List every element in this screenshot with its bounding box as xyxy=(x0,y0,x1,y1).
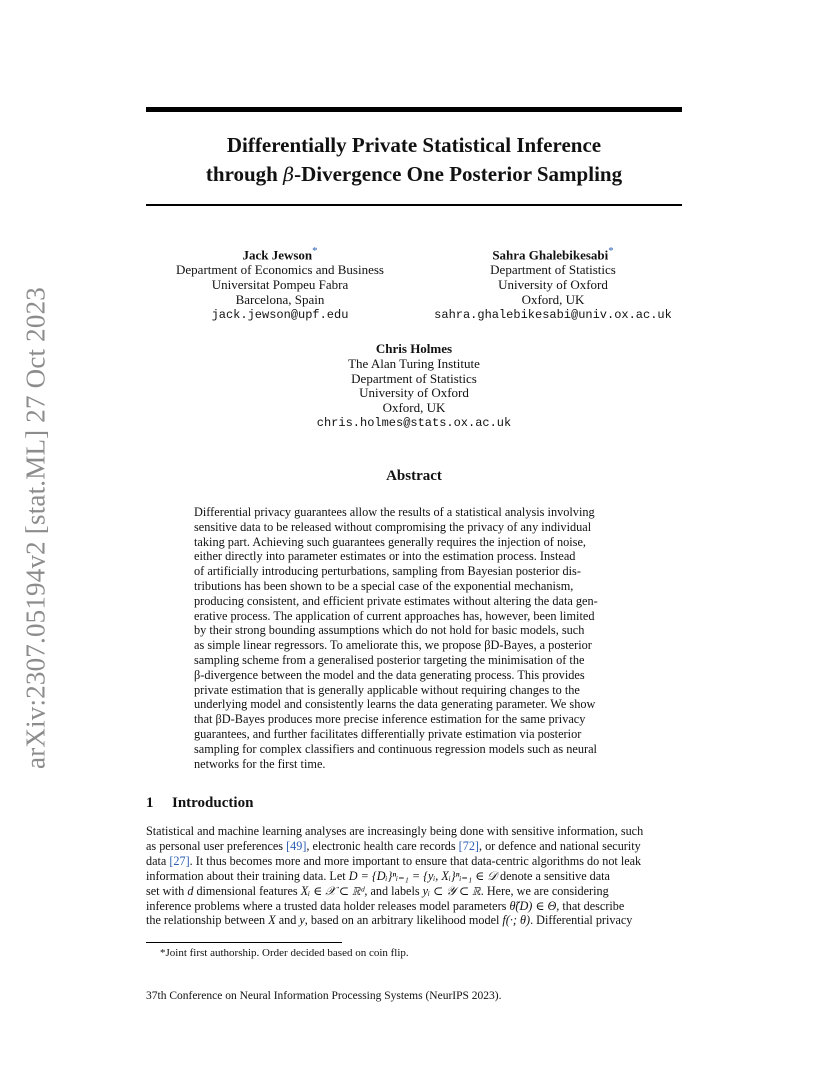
intro-text: , electronic health care records xyxy=(306,838,459,853)
intro-line: Statistical and machine learning analyses are increasingly being done with sensitive information, such xyxy=(146,824,644,838)
intro-line xyxy=(146,854,684,869)
intro-text: information about their training data. Let xyxy=(146,868,349,883)
title-top-rule xyxy=(146,107,682,112)
abstract-line: private estimation that is generally applicable without requiring changes to the xyxy=(194,682,580,697)
citation-link[interactable]: [49] xyxy=(286,838,307,853)
abstract-line: sensitive data to be released without compromising the privacy of any individual xyxy=(194,519,592,534)
author-name xyxy=(150,244,410,263)
author-affiliation: Universitat Pompeu Fabra xyxy=(211,276,349,292)
intro-text: the relationship between xyxy=(146,913,269,928)
intro-text: . It thus becomes more and more important to ensure that data-centric algorithms do not leak xyxy=(189,853,642,868)
abstract-line: either directly into parameter estimates or into the estimation process. Instead xyxy=(194,549,576,564)
intro-line xyxy=(146,899,684,914)
abstract-line: by their strong bounding assumptions which do not hold for basic models, such xyxy=(194,623,585,638)
intro-text: denote a sensitive data xyxy=(496,868,610,883)
abstract-line: sampling for complex classifiers and continuous regression models such as neural xyxy=(194,741,597,756)
intro-text: inference problems where a trusted data holder releases model parameters xyxy=(146,898,510,913)
author-block-ghalebikesabi xyxy=(400,244,706,322)
author-affiliation: Department of Statistics xyxy=(351,370,477,386)
intro-text: and xyxy=(275,913,300,928)
abstract-line: as simple linear regressors. To ameliorate this, we propose βD-Bayes, a posterior xyxy=(194,638,592,653)
author-affiliation: Department of Statistics xyxy=(490,262,616,278)
abstract-line: of artificially introducing perturbations, sampling from Bayesian posterior dis- xyxy=(194,564,581,579)
author-affiliation: University of Oxford xyxy=(498,276,608,292)
math-expression: X xyxy=(268,913,276,928)
intro-text: , or defence and national security xyxy=(478,838,641,853)
footnote-rule xyxy=(146,942,342,943)
author-email[interactable]: jack.jewson@upf.edu xyxy=(211,307,349,322)
title-line-1: Differentially Private Statistical Inference xyxy=(226,133,602,157)
title-line-2-prefix: through xyxy=(205,162,284,186)
arxiv-identifier-text: arXiv:2307.05194v2 [stat.ML] 27 Oct 2023 xyxy=(20,287,51,769)
author-block-holmes xyxy=(264,342,564,431)
footnote: *Joint first authorship. Order decided based on coin flip. xyxy=(160,947,409,959)
math-expression: Xᵢ ∈ 𝒳 ⊂ ℝᵈ xyxy=(300,883,365,898)
author-affiliation: Department of Economics and Business xyxy=(176,262,384,278)
intro-text: , that describe xyxy=(556,898,625,913)
title-line-2-suffix: -Divergence One Posterior Sampling xyxy=(294,162,623,186)
title-bottom-rule xyxy=(146,204,682,206)
author-affiliation: University of Oxford xyxy=(359,385,469,401)
title-line-2 xyxy=(146,160,682,190)
math-expression: d xyxy=(187,883,194,898)
abstract-line: sampling scheme from a generalised posterior targeting the minimisation of the xyxy=(194,652,585,667)
author-email[interactable]: chris.holmes@stats.ox.ac.uk xyxy=(316,415,512,430)
abstract-heading: Abstract xyxy=(386,468,442,484)
abstract-line: Differential privacy guarantees allow the results of a statistical analysis involving xyxy=(194,505,595,519)
abstract-body xyxy=(194,505,634,771)
abstract-line: underlying model and consistently learns the data generating parameter. We show xyxy=(194,697,596,712)
author-name xyxy=(400,244,706,263)
math-expression: y xyxy=(299,913,305,928)
math-expression: θ̃(D) ∈ Θ xyxy=(509,898,557,913)
math-expression: f(·; θ) xyxy=(502,913,531,928)
author-block-jewson xyxy=(150,244,410,322)
abstract-line: β-divergence between the model and the data generating process. This provides xyxy=(194,667,585,682)
abstract-line: guarantees, and further facilitates differentially private estimation via posterior xyxy=(194,726,582,741)
intro-line xyxy=(146,839,684,854)
author-footnote-mark[interactable]: * xyxy=(608,245,614,257)
intro-text: , and labels xyxy=(364,883,423,898)
section-heading-introduction xyxy=(146,795,253,812)
abstract-line: networks for the first time. xyxy=(194,756,326,771)
citation-link[interactable]: [27] xyxy=(169,853,190,868)
author-affiliation: Oxford, UK xyxy=(382,400,446,416)
conference-note: 37th Conference on Neural Information Processing Systems (NeurIPS 2023). xyxy=(146,990,502,1002)
author-name-text: Jack Jewson xyxy=(242,247,313,263)
title-beta-symbol: β xyxy=(283,164,295,186)
intro-text: . Differential privacy xyxy=(530,913,633,928)
intro-text: set with xyxy=(146,883,188,898)
intro-line xyxy=(146,913,684,928)
intro-text: , based on an arbitrary likelihood model xyxy=(304,913,503,928)
author-affiliation: The Alan Turing Institute xyxy=(348,355,480,371)
abstract-line: that βD-Bayes produces more precise inference estimation for the same privacy xyxy=(194,712,586,727)
author-affiliation: Oxford, UK xyxy=(521,291,585,307)
author-email[interactable]: sahra.ghalebikesabi@univ.ox.ac.uk xyxy=(434,307,672,322)
author-name-text: Sahra Ghalebikesabi xyxy=(492,247,609,263)
intro-text: . Here, we are considering xyxy=(480,883,609,898)
abstract-line: erative process. The application of current approaches has, however, been limited xyxy=(194,608,595,623)
intro-text: data xyxy=(146,853,170,868)
citation-link[interactable]: [72] xyxy=(458,838,479,853)
introduction-paragraph xyxy=(146,824,684,928)
author-footnote-mark[interactable]: * xyxy=(312,245,318,257)
math-expression: D = {Dᵢ}ⁿᵢ₌₁ = {yᵢ, Xᵢ}ⁿᵢ₌₁ ∈ 𝒟 xyxy=(348,868,497,883)
section-title: Introduction xyxy=(172,795,254,811)
abstract-line: producing consistent, and efficient private estimates without altering the data gen- xyxy=(194,593,598,608)
author-affiliation: Barcelona, Spain xyxy=(235,291,325,307)
paper-title xyxy=(146,131,682,190)
intro-line xyxy=(146,884,684,899)
arxiv-identifier-stamp xyxy=(20,283,52,773)
intro-text: dimensional features xyxy=(193,883,301,898)
math-expression: yᵢ ⊂ 𝒴 ⊂ ℝ xyxy=(422,883,481,898)
abstract-line: taking part. Achieving such guarantees generally requires the injection of noise, xyxy=(194,534,587,549)
abstract-line: tributions has been shown to be a special case of the exponential mechanism, xyxy=(194,578,574,593)
intro-text: as personal user preferences xyxy=(146,838,287,853)
author-name: Chris Holmes xyxy=(375,341,453,356)
section-number: 1 xyxy=(146,795,154,811)
intro-line xyxy=(146,869,684,884)
